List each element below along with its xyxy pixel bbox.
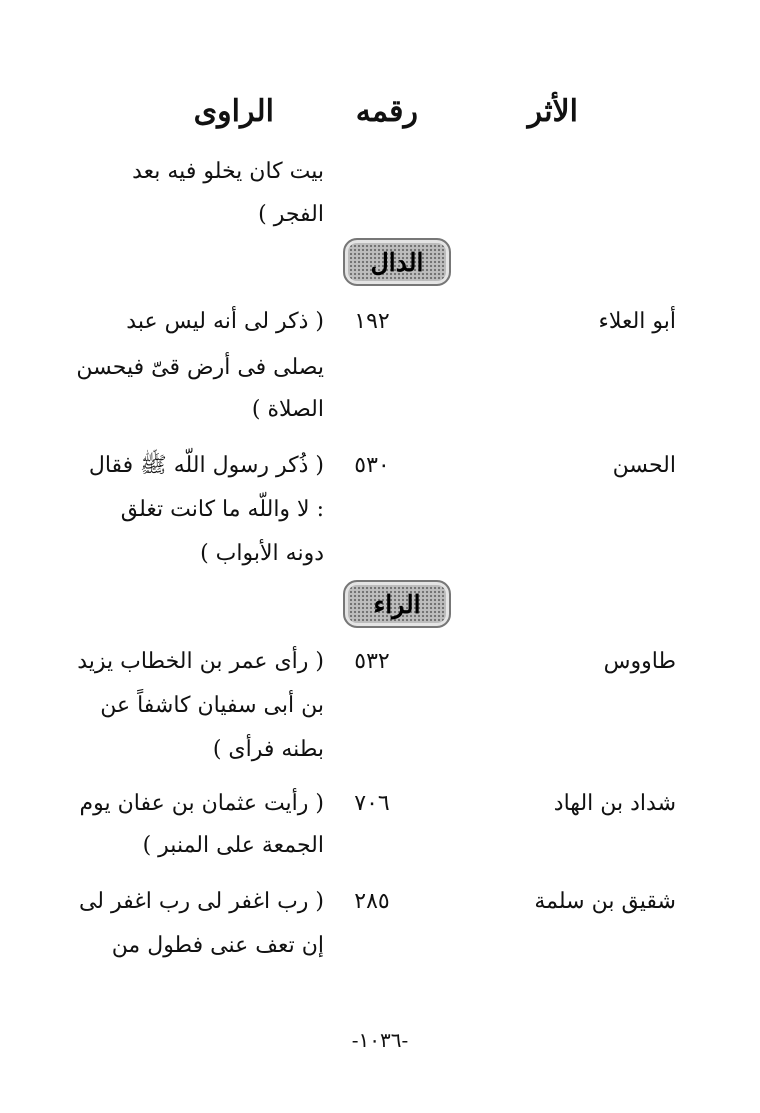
athar-line: إن تعف عنى فطول من	[111, 933, 324, 958]
entry-number: ٧٠٦	[354, 791, 390, 816]
section-letter-badge: الراء	[343, 580, 451, 628]
athar-line: الجمعة على المنبر )	[142, 833, 324, 858]
entry-narrator: شقيق بن سلمة	[534, 889, 676, 914]
column-header-number: رقمه	[355, 94, 418, 129]
column-header-narrator: الراوى	[193, 94, 274, 129]
athar-line: : لا واللّه ما كانت تغلق	[120, 497, 324, 522]
athar-line: ( رأى عمر بن الخطاب يزيد	[77, 649, 324, 674]
entry-number: ٥٣٢	[354, 649, 390, 674]
entry-number: ٢٨٥	[354, 889, 390, 914]
athar-line: ( ذكر لى أنه ليس عبد	[126, 309, 324, 334]
athar-line: ( رب اغفر لى رب اغفر لى	[78, 889, 324, 914]
athar-line: بن أبى سفيان كاشفاً عن	[100, 693, 324, 718]
entry-number: ١٩٢	[354, 309, 390, 334]
athar-line: الفجر )	[258, 202, 324, 227]
entry-narrator: طاووس	[603, 649, 676, 674]
athar-line: بطنه فرأى )	[212, 737, 324, 762]
page-number: -١٠٣٦-	[351, 1028, 409, 1052]
entry-number: ٥٣٠	[354, 453, 390, 478]
column-header-athar: الأثر	[527, 94, 578, 129]
entry-narrator: شداد بن الهاد	[553, 791, 676, 816]
entry-narrator: الحسن	[612, 453, 676, 478]
athar-line: ( ذُكر رسول اللّه ﷺ فقال	[88, 453, 324, 478]
entry-narrator: أبو العلاء	[598, 309, 676, 334]
athar-line: يصلى فى أرض قىّ فيحسن	[76, 355, 324, 380]
athar-line: الصلاة )	[251, 397, 324, 422]
athar-line: ( رأيت عثمان بن عفان يوم	[79, 791, 324, 816]
section-letter-badge: الدال	[343, 238, 451, 286]
athar-line: دونه الأبواب )	[200, 541, 324, 566]
athar-line: بيت كان يخلو فيه بعد	[132, 159, 324, 184]
